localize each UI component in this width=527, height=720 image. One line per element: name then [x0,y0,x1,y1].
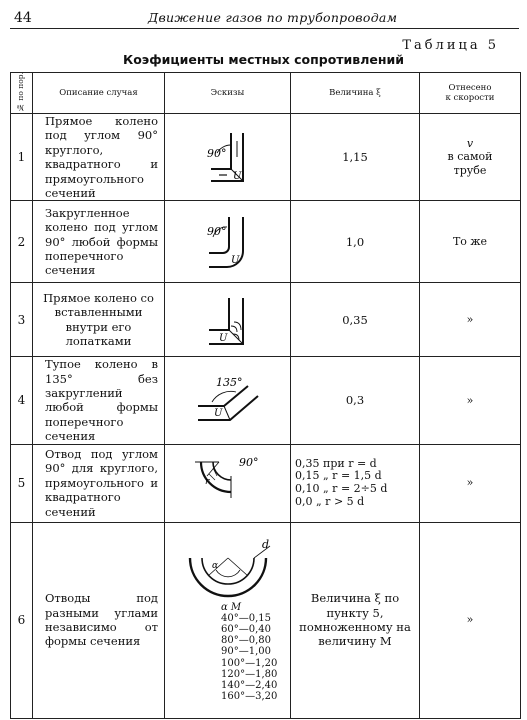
row-description: Отвод под углом 90° для круглого, прямоугольного и квадратного сечений [33,444,165,522]
sketch-rounded-elbow-90 [165,201,291,283]
row-reference: » [420,522,521,718]
sketch-obtuse-elbow-135 [165,357,291,444]
row-description: Тупое колено в 135° без закруглений любой формы поперечного сечения [33,357,165,444]
col-header-description: Описание случая [33,73,165,114]
row-value: 0,35 [291,283,420,357]
row-description: Прямое колено под углом 90° круглого, квадратного и прямоугольного сечений [33,114,165,201]
svg-text:U: U [218,332,227,344]
row-description: Закругленное колено под углом 90° любой формы поперечного сечения [33,201,165,283]
col-header-reference: Отнесено к скорости [420,73,521,114]
row-reference: То же [420,201,521,283]
row-number: 1 [11,114,33,201]
row-description: Прямое колено со вставленными внутри его лопатками [33,283,165,357]
sketch-elbow-with-vanes [165,283,291,357]
resistance-table [10,72,521,719]
sketch-angle-label: 90° [206,224,226,238]
sketch-sharp-elbow-90 [165,114,291,201]
sketch-bend-90 [165,444,291,522]
row-number: 5 [11,444,33,522]
svg-text:α: α [211,560,218,571]
svg-text:U: U [213,408,222,420]
row-value: 0,3 [291,357,420,444]
page-number: 44 [14,10,32,26]
table-row [11,201,521,283]
row-number: 3 [11,283,33,357]
row-value: 1,15 [291,114,420,201]
svg-text:U: U [232,171,241,183]
row-description: Отводы под разными углами независимо от формы сечения [33,522,165,718]
row-reference: » [420,283,521,357]
col-header-value: Величина ξ [291,73,420,114]
row-value-list: 0,35 при r = d 0,15 „ r = 1,5 d 0,10 „ r = 2÷5 d 0,0 „ r > 5 d [291,444,420,522]
sketch-angle-label: 90° [238,456,258,469]
svg-text:r: r [204,477,209,487]
table-header-row [11,73,521,114]
table-row [11,444,521,522]
row-reference: » [420,357,521,444]
svg-text:U: U [230,254,239,266]
row-number: 4 [11,357,33,444]
row-number: 6 [11,522,33,718]
running-title: Движение газов по трубопроводам [148,10,398,25]
sketch-angle-label: 90° [206,147,226,161]
table-row [11,357,521,444]
sketch-angle-label: 135° [215,376,242,390]
row-reference: » [420,444,521,522]
angle-multiplier-list: α M 40°—0,15 60°—0,40 80°—0,80 90°—1,00 100°—1,20 120°—1,80 140°—2,40 160°—3,20 [221,601,278,703]
row-value: 1,0 [291,201,420,283]
col-header-sketch: Эскизы [165,73,291,114]
table-label: Таблица 5 [402,38,499,53]
table-row [11,114,521,201]
table-title: Коэфициенты местных сопротивлений [123,52,404,67]
sketch-diameter-label: d [261,537,269,551]
row-number: 2 [11,201,33,283]
row-value: Величина ξ по пункту 5, помноженному на величину M [291,522,420,718]
header-rule [10,28,519,29]
table-row [11,283,521,357]
row-reference: v в самой трубе [420,114,521,201]
col-header-number: № по пор. [11,73,33,114]
